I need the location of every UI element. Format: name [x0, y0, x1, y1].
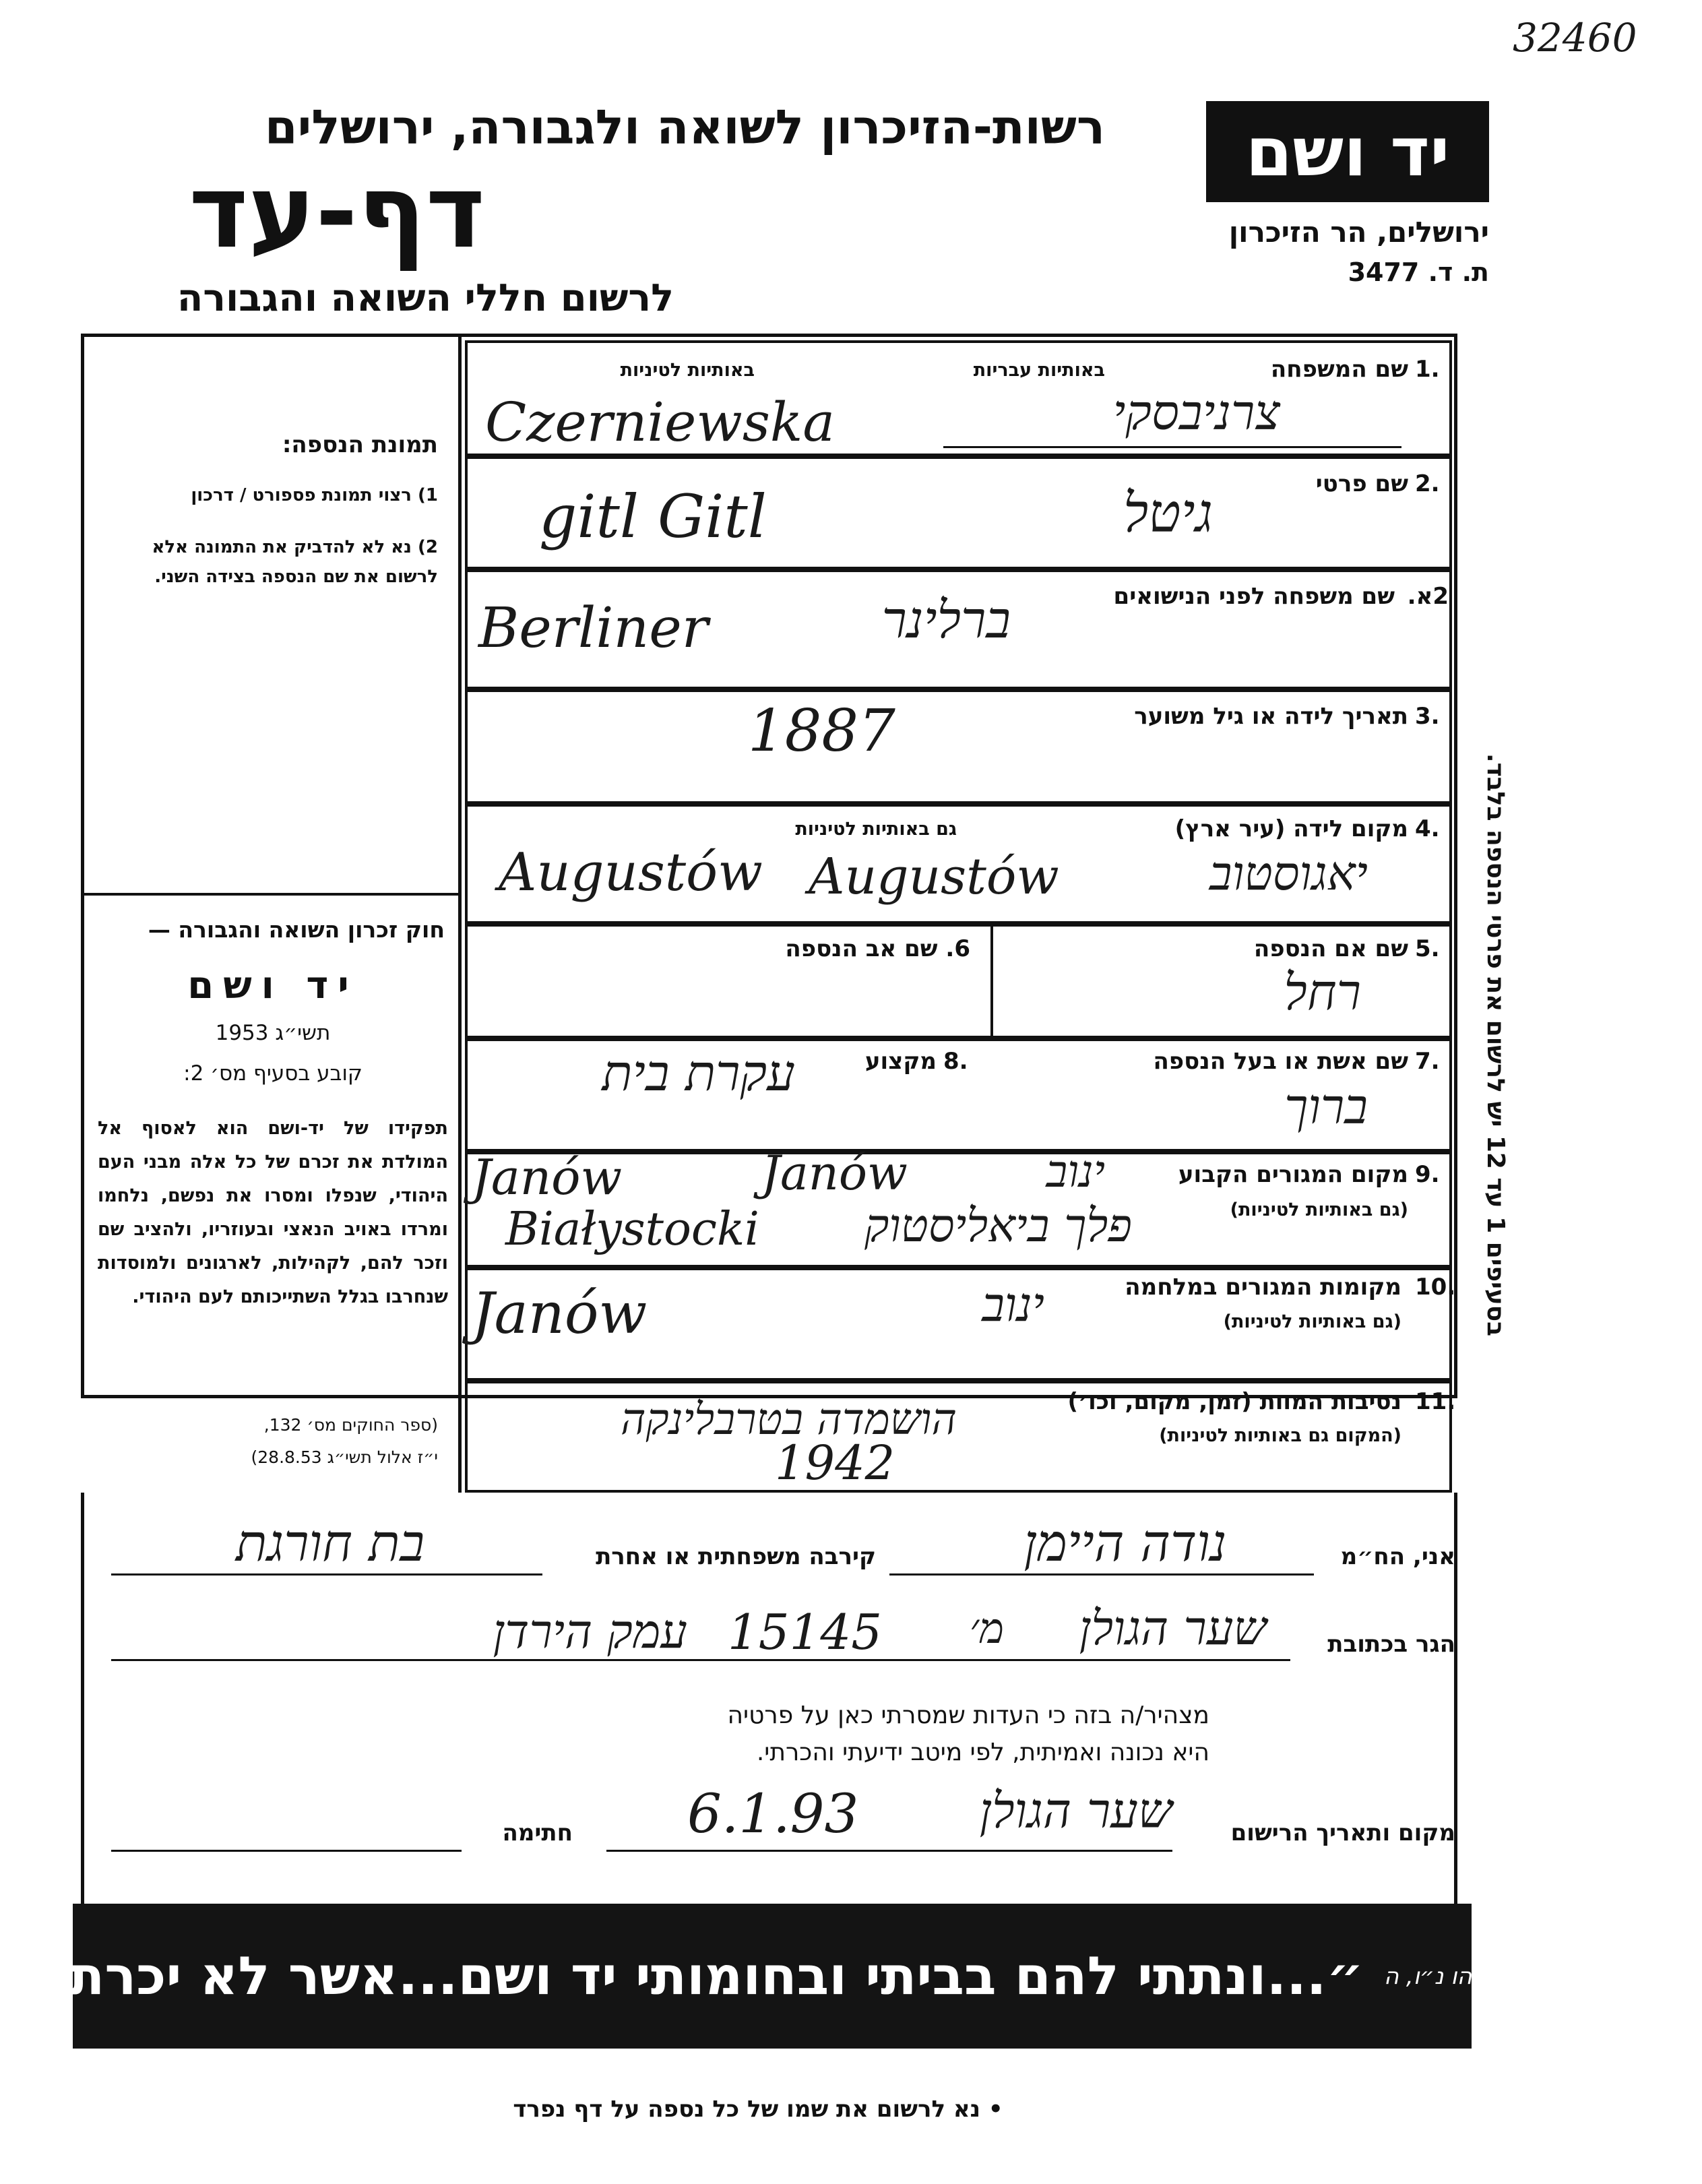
declaration-statement-2: היא נכונה ואמיתית, לפי מיטב ידיעתי והכרתי. [756, 1739, 1209, 1766]
field-2a-label: שם משפחה לפני הנישואים [1113, 583, 1395, 610]
field-9-value-latin-2[interactable]: Janów [761, 1146, 908, 1201]
verse-banner [31, 1904, 1513, 2049]
photo-note-1-text: רצוי תמונת פספורט / דרכון [191, 485, 412, 505]
photo-note-1-num: 1) [418, 485, 438, 505]
field-3-value[interactable]: 1887 [748, 697, 895, 765]
declaration-address-line [111, 1659, 1290, 1661]
address-line-1: ירושלים, הר הזיכרון [1228, 216, 1489, 249]
footer-note-wrapper [404, 2096, 1112, 2123]
field-9-num: 9. [1415, 1161, 1440, 1188]
page-title: דף-עד [189, 154, 485, 271]
declaration-relation-value[interactable]: בת חורגת [235, 1513, 425, 1573]
column-divider [458, 334, 462, 1493]
law-body: תפקידו של יד-ושם הוא לאסוף אל המולדת את זכרם של כל אלה מבני העם היהודי, שנפלו ומסרו את נפשם, נלחמו ומרדו באויב הנאצי ובעוזריו, ולהציב שם וזכר להם, לקהילות, לארגונים ולמוסדות שנחרבו בגלל השתייכותם לעם היהודי. [98, 1118, 448, 1307]
field-1-value-latin[interactable]: Czerniewska [485, 391, 836, 454]
declaration-address-value-prefix[interactable]: מ׳ [969, 1604, 1004, 1653]
field-8-label: מקצוע [864, 1048, 937, 1075]
declaration-address-value-number[interactable]: 15145 [728, 1604, 883, 1660]
footer-note: נא לרשום את שמו של כל נספה על דף נפרד [513, 2096, 981, 2123]
declaration-relation-label: קירבה משפחתית או אחרת [596, 1543, 876, 1570]
field-10-value-hebrew[interactable]: ינוב [982, 1277, 1044, 1332]
field-2a-value-hebrew[interactable]: ברלינר [881, 590, 1011, 650]
declaration-address-value-place[interactable]: שער הגולן [1079, 1600, 1267, 1656]
field-2-value-hebrew[interactable]: גיטל [1123, 482, 1213, 544]
field-4-value-latin-1[interactable]: Augustów [499, 842, 763, 903]
field-3-label: תאריך לידה או גיל משוער [1134, 703, 1408, 730]
declaration-address-label: הגר בכתובת [1327, 1631, 1455, 1658]
field-1-underline [943, 446, 1401, 448]
field-8-num: 8. [943, 1048, 968, 1075]
side-note-wrapper [1476, 694, 1516, 1395]
field-11-value-year[interactable]: 1942 [775, 1435, 895, 1491]
verse-quote: ״...ונתתי להם בביתי ובחומותי יד ושם...אשר לא יכרת״ [31, 1945, 1364, 2007]
field-2a-num: 2א. [1407, 583, 1449, 610]
declaration-relation-line [111, 1573, 542, 1575]
field-7-value-hebrew[interactable]: ברוך [1284, 1078, 1368, 1135]
date-value[interactable]: 6.1.93 [687, 1782, 859, 1845]
field-7-label: שם אשת או בעל הנספה [1153, 1048, 1408, 1075]
law-heading: חוק זכרון השואה והגבורה — [148, 916, 445, 943]
field-1-value-hebrew[interactable]: צרניבסקי [1112, 384, 1280, 441]
law-ref-2: י״ז אלול תשי״ג 28.8.53) [251, 1447, 438, 1467]
field-2a-value-latin[interactable]: Berliner [478, 596, 708, 660]
photo-box-title: תמונת הנספה: [282, 431, 438, 458]
law-name: יד ושם [187, 964, 358, 1007]
photo-note-2-num: 2) [418, 537, 438, 557]
declaration-name-label: אני, הח״מ [1340, 1543, 1455, 1570]
field-4-value-latin-2[interactable]: Augustów [809, 848, 1059, 906]
org-line: רשות-הזיכרון לשואה ולגבורה, ירושלים [264, 100, 1105, 155]
field-4-hint-latin: גם באותיות לטיניות [795, 819, 957, 840]
field-6-label-wrap [674, 935, 970, 962]
field-5-label: שם אם הנספה [1253, 935, 1408, 962]
declaration-name-value[interactable]: נודה היימן [1023, 1513, 1227, 1573]
law-ref-1: (ספר החוקים מס׳ 132, [263, 1415, 438, 1435]
logo-text: יד ושם [1245, 112, 1450, 191]
place-date-label: מקום ותאריך הרישום [1230, 1819, 1455, 1846]
signature-line[interactable] [111, 1850, 462, 1852]
left-column-divider [81, 893, 460, 896]
field-1-hint-hebrew: באותיות עבריות [973, 360, 1105, 381]
field-1-num: 1. [1415, 356, 1440, 383]
address-line-2: ת. ד. 3477 [1348, 257, 1489, 287]
field-9-value-hebrew-2[interactable]: פלך ביאליסטוק [864, 1199, 1132, 1253]
field-9-hint-latin: (גם באותיות לטיניות) [1230, 1199, 1408, 1220]
place-date-line [606, 1850, 1172, 1852]
field-4-value-hebrew[interactable]: יאגוסטוב [1209, 846, 1368, 901]
field-10-label: מקומות המגורים במלחמה [1125, 1274, 1401, 1301]
field-9-value-latin-3[interactable]: Białystocki [505, 1203, 759, 1256]
field-1-label: שם המשפחה [1270, 356, 1408, 383]
declaration-address-value-region[interactable]: עמק הירדן [493, 1604, 687, 1659]
field-5-num: 5. [1415, 935, 1440, 962]
place-value[interactable]: שער הגולן [979, 1782, 1172, 1839]
photo-note-2 [101, 532, 438, 592]
declaration-name-line [889, 1573, 1314, 1575]
page-subtitle: לרשום חללי השואה והגבורה [177, 276, 674, 320]
field-9-value-hebrew-1[interactable]: ינוב [1046, 1146, 1105, 1197]
law-clause: קובע בסעיף מס׳ 2: [183, 1061, 363, 1086]
verse-source: ישעיהו נ״ו, ה [1383, 1962, 1513, 1990]
field-11-label: נסיבות המוות (זמן, מקום, וכו׳) [1067, 1388, 1401, 1415]
field-2-num: 2. [1415, 470, 1440, 497]
footer-bullet: • [988, 2096, 1003, 2123]
parents-divider [990, 924, 993, 1038]
field-8-value-hebrew[interactable]: עקרת בית [602, 1044, 795, 1102]
field-5-value-hebrew[interactable]: רחל [1284, 964, 1361, 1022]
archive-number: 32460 [1513, 15, 1637, 61]
side-note: בסעיפים 1 עד 12 יש לרשום את פרטי הנספה בלבד. [1482, 753, 1510, 1336]
field-2-value-latin[interactable]: gitl Gitl [539, 482, 767, 551]
field-10-hint-latin: (גם באותיות לטיניות) [1223, 1311, 1401, 1332]
photo-note-1 [101, 485, 438, 505]
field-6-num: 6. [945, 935, 970, 962]
field-7-num: 7. [1415, 1048, 1440, 1075]
declaration-statement-1: מצהיר/ה בזה כי העדות שמסרתי כאן על פרטיה [727, 1702, 1209, 1729]
field-10-value-latin[interactable]: Janów [472, 1280, 648, 1346]
signature-label: חתימה [502, 1819, 573, 1846]
photo-note-2-text: נא לא להדביק את התמונה אלא לרשום את שם הנספה בצידה השני. [152, 537, 438, 588]
field-9-label: מקום המגורים הקבוע [1178, 1161, 1408, 1188]
field-4-label: מקום לידה (עיר ארץ) [1174, 815, 1408, 842]
field-10-num: 10. [1415, 1274, 1456, 1301]
field-1-hint-latin: באותיות לטיניות [620, 360, 755, 381]
field-11-hint-latin: (המקום גם באותיות לטיניות) [1159, 1425, 1401, 1446]
field-4-num: 4. [1415, 815, 1440, 842]
field-3-num: 3. [1415, 703, 1440, 730]
yad-vashem-logo [1206, 101, 1489, 202]
field-11-value-hebrew[interactable]: הושמדה בטרבלינקה [620, 1395, 957, 1445]
field-2-label: שם פרטי [1315, 470, 1408, 497]
field-11-num: 11. [1415, 1388, 1456, 1415]
field-6-label: שם אב הנספה [785, 935, 938, 962]
field-9-value-latin-1[interactable]: Janów [472, 1149, 623, 1206]
law-year: תשי״ג 1953 [215, 1021, 331, 1045]
